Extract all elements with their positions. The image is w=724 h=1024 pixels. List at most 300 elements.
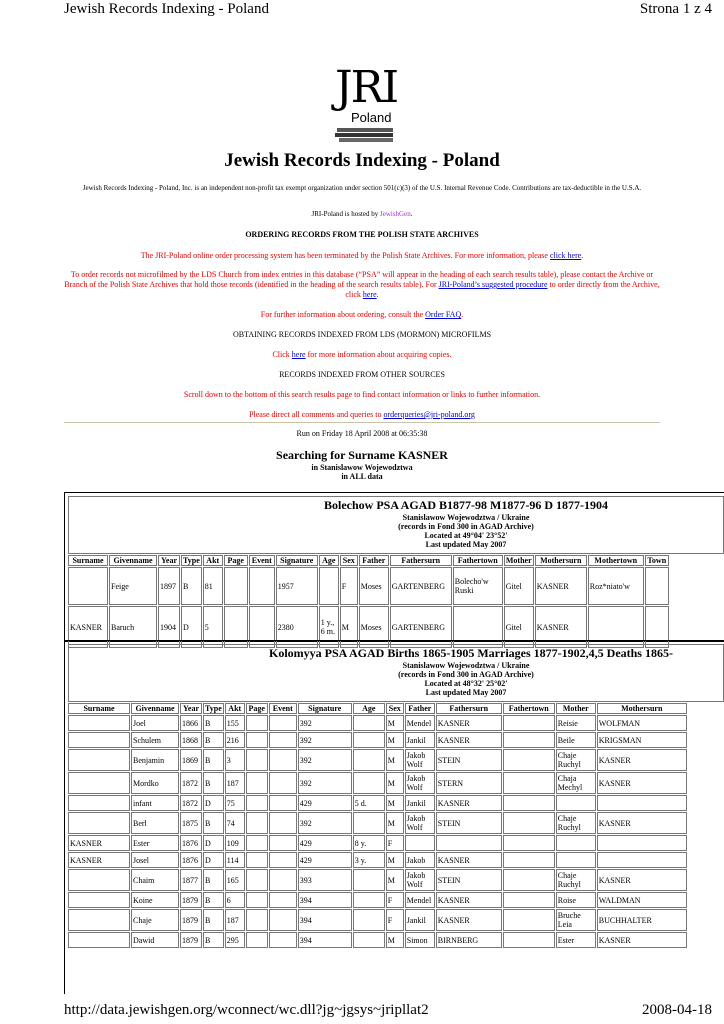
table-cell [68,932,130,948]
table-cell: KASNER [597,772,687,794]
column-header: Sex [340,555,358,566]
table-cell [353,909,385,931]
table-cell: 1957 [276,567,318,605]
table-row [68,932,687,948]
column-header: Signature [276,555,318,566]
table-cell: M [386,795,404,811]
table-cell: M [386,749,404,771]
table-row [68,835,687,851]
ordering-heading: ORDERING RECORDS FROM THE POLISH STATE ARCHIVES [245,230,479,239]
click-here-link[interactable]: click here [549,251,582,260]
table-cell: KASNER [68,835,130,851]
table-cell [353,772,385,794]
table-cell: 3 [225,749,245,771]
table-cell: Chaja Mechyl [556,772,596,794]
table-cell: Jakob Wolf [405,749,435,771]
table-cell: 1866 [180,715,202,731]
table-cell: Roz*niato'w [588,567,644,605]
column-header: Sex [386,703,404,714]
table-cell [556,852,596,868]
table-cell: 1877 [180,869,202,891]
table-cell: B [203,715,224,731]
table-cell: Benjamin [131,749,179,771]
records-table-1 [67,554,670,649]
table-cell: KASNER [436,909,502,931]
table-cell [68,892,130,908]
table-cell: 5 d. [353,795,385,811]
column-header: Event [269,703,297,714]
table-cell [269,732,297,748]
table-cell: KASNER [436,795,502,811]
table-cell: 1872 [180,772,202,794]
table-cell [246,732,268,748]
search-title: Searching for Surname KASNER [276,448,448,462]
table-cell: 394 [298,909,352,931]
table-header-kolomyya [68,644,724,702]
table-cell [503,795,555,811]
table-cell: Jakob Wolf [405,869,435,891]
page-title: Jewish Records Indexing - Poland [224,150,500,171]
table-cell [645,567,669,605]
table-cell: 155 [225,715,245,731]
books-icon [335,126,395,144]
table-cell [503,772,555,794]
here-link[interactable]: here [362,290,377,299]
records-table-2 [67,702,688,949]
print-footer-date: 2008-04-18 [642,1002,712,1018]
table-cell: 2380 [276,606,318,648]
table-cell [597,835,687,851]
table-cell: Koine [131,892,179,908]
table-cell: 1879 [180,892,202,908]
hosted-by-line: JRI-Poland is hosted by JewishGen. [311,210,413,218]
table-cell: Reisie [556,715,596,731]
table-row [68,732,687,748]
table-cell [246,835,268,851]
table-cell: KASNER [597,932,687,948]
table-cell: Chaje Ruchyl [556,749,596,771]
table-cell: M [386,932,404,948]
table-cell: 429 [298,852,352,868]
table-cell [269,772,297,794]
table-cell: 1876 [180,835,202,851]
column-header: Fathertown [503,703,555,714]
table-cell: 109 [225,835,245,851]
table-cell: Jankil [405,795,435,811]
table-cell: 165 [225,869,245,891]
table-cell: Moses [359,567,389,605]
table-cell: Jakob Wolf [405,772,435,794]
table-row [68,892,687,908]
table-cell: Ester [556,932,596,948]
table-header-bolechow [68,496,724,554]
table-cell [269,909,297,931]
table-heading-title: Kolomyya PSA AGAD Births 1865-1905 Marriages 1877-1902,4,5 Deaths 1865- [269,646,673,660]
table-cell: BUCHHALTER [597,909,687,931]
order-faq-link[interactable]: Order FAQ [425,310,462,319]
column-header: Father [359,555,389,566]
table-cell: Jakob [405,852,435,868]
column-header: Father [405,703,435,714]
column-header: Year [180,703,202,714]
table-cell: F [340,567,358,605]
table-cell: M [386,869,404,891]
column-header: Mother [504,555,534,566]
table-cell: Berl [131,812,179,834]
table-cell: 1897 [158,567,180,605]
table-cell [269,835,297,851]
order-faq-line: For further information about ordering, consult the Order FAQ. [260,310,464,319]
table-cell [503,852,555,868]
table-cell: Roise [556,892,596,908]
table-cell: BIRNBERG [436,932,502,948]
table-cell: GARTENBERG [390,567,452,605]
table-cell: 81 [203,567,223,605]
table-cell: Bruche Leia [556,909,596,931]
table-cell: 1 y., 6 m. [319,606,339,648]
lds-here-link[interactable]: here [291,350,306,359]
table-cell: 392 [298,772,352,794]
table-cell [269,812,297,834]
table-cell [353,812,385,834]
table-cell [246,795,268,811]
table-cell: Josel [131,852,179,868]
suggested-procedure-link[interactable]: JRI-Poland’s suggested procedure [438,280,548,289]
column-header: Surname [68,703,130,714]
table-row [68,715,687,731]
table-cell: D [203,835,224,851]
table-cell: Chaje Ruchyl [556,869,596,891]
table-cell [246,812,268,834]
table-cell: 392 [298,715,352,731]
table-cell: KASNER [68,852,130,868]
table-heading-updated: Last updated May 2007 [425,540,507,549]
column-header: Fathersurn [436,703,502,714]
table-cell: KASNER [436,732,502,748]
table-cell: Dawid [131,932,179,948]
column-header: Mothersurn [597,703,687,714]
table-cell: 394 [298,892,352,908]
lds-heading: OBTAINING RECORDS INDEXED FROM LDS (MORMON) MICROFILMS [232,330,492,339]
table-cell: Mendel [405,892,435,908]
column-header: Mothertown [588,555,644,566]
table-cell: M [340,606,358,648]
table-cell [503,869,555,891]
table-cell [597,795,687,811]
table-heading-location: Located at 49°04' 23°52' [424,531,508,540]
table-cell [246,749,268,771]
scroll-down-notice: Scroll down to the bottom of this search results page to find contact information or links to further information. [183,390,541,399]
table-cell: 1904 [158,606,180,648]
table-cell: Chaim [131,869,179,891]
table-heading-region: Stanislawow Wojewodztwa / Ukraine [402,661,530,670]
nonprofit-text: Jewish Records Indexing - Poland, Inc. is an independent non-profit tax exempt organization under section 501(c)(3) of the U.S. Internal Revenue Code. Contributions are tax-deductible in the U.S.A. [82,184,642,192]
table-cell: Baruch [109,606,157,648]
table-cell: M [386,772,404,794]
table-cell: Schulem [131,732,179,748]
column-header: Akt [203,555,223,566]
table-cell: 1869 [180,749,202,771]
print-header [0,0,724,22]
run-timestamp: Run on Friday 18 April 2008 at 06:35:38 [296,429,428,438]
table-cell [224,567,248,605]
table-cell [269,749,297,771]
table-cell: Feige [109,567,157,605]
table-cell [269,795,297,811]
table-cell: Bolecho'w Ruski [453,567,503,605]
table-cell [246,932,268,948]
table-cell [68,567,108,605]
table-cell [68,812,130,834]
search-region: in Stanislawow Wojewodztwa [311,463,413,472]
table-cell: 216 [225,732,245,748]
table-cell: Ester [131,835,179,851]
column-header: Mothersurn [535,555,587,566]
table-cell: B [203,732,224,748]
table-cell: 392 [298,732,352,748]
table-cell: 394 [298,932,352,948]
table-cell: 75 [225,795,245,811]
table-cell: F [386,909,404,931]
table-cell: D [203,795,224,811]
results-table-bolechow [64,492,724,642]
table-row [68,567,669,605]
table-heading-location: Located at 48°32' 25°02' [424,679,508,688]
table-cell: Jakob Wolf [405,812,435,834]
not-microfilmed-notice: To order records not microfilmed by the LDS Church from index entries in this database (“PSA” will appear in the heading of each search results table), please contact the Archive or Branch of the Polish State Archives that hold those records (identified in the heading of the search results table). For JRI-Poland’s suggested procedure to order directly from the Archive, click here. [64,270,660,299]
column-header: Mother [556,703,596,714]
table-cell [68,795,130,811]
page-content [64,22,724,994]
table-cell: M [386,715,404,731]
table-cell: 429 [298,795,352,811]
lds-click-line: Click here for more information about acquiring copies. [272,350,452,359]
column-header: Signature [298,703,352,714]
table-cell: KASNER [436,892,502,908]
table-cell: WALDMAN [597,892,687,908]
table-cell [405,835,435,851]
column-header: Age [353,703,385,714]
other-sources-heading: RECORDS INDEXED FROM OTHER SOURCES [279,370,445,379]
table-cell: F [386,835,404,851]
table-cell [246,909,268,931]
table-cell: 392 [298,749,352,771]
table-cell: 393 [298,869,352,891]
column-header: Age [319,555,339,566]
column-header: Type [183,556,200,565]
logo-poland-text: Poland [351,110,392,125]
print-header-title: Jewish Records Indexing - Poland [64,1,269,17]
table-heading-archive: (records in Fond 300 in AGAD Archive) [398,522,534,531]
column-header: Page [224,555,248,566]
table-row [68,909,687,931]
table-cell: KASNER [597,812,687,834]
table-cell: B [203,772,224,794]
terminated-notice: The JRI-Poland online order processing system has been terminated by the Polish State Archives. For more information, please click here. [140,251,584,260]
table-cell [319,567,339,605]
table-cell [353,892,385,908]
table-cell [269,869,297,891]
table-cell [68,869,130,891]
table-cell [269,932,297,948]
table-cell: D [203,852,224,868]
table-heading-title: Bolechow PSA AGAD B1877-98 M1877-96 D 1877-1904 [324,498,608,512]
results-table-kolomyya [64,640,724,994]
table-cell [353,715,385,731]
table-cell [68,909,130,931]
table-cell [556,795,596,811]
table-cell: KASNER [597,749,687,771]
table-cell [436,835,502,851]
table-cell: Simon [405,932,435,948]
table-cell: WOLFMAN [597,715,687,731]
table-cell: 187 [225,772,245,794]
table-cell [246,869,268,891]
table-heading-region: Stanislawow Wojewodztwa / Ukraine [402,513,530,522]
table-cell: KRIGSMAN [597,732,687,748]
table-cell: 5 [203,606,223,648]
table-cell [353,932,385,948]
table-cell [246,715,268,731]
table-heading-updated: Last updated May 2007 [425,688,507,697]
table-cell [503,749,555,771]
column-header: Givenname [109,555,157,566]
table-cell [249,567,275,605]
table-cell: Beile [556,732,596,748]
table-cell [353,869,385,891]
table-cell [353,732,385,748]
table-cell: 114 [225,852,245,868]
table-cell: Gitel [504,606,534,648]
column-header: Town [645,555,669,566]
table-row [68,852,687,868]
table-cell [68,715,130,731]
table-row [68,869,687,891]
table-cell [246,892,268,908]
table-heading-archive: (records in Fond 300 in AGAD Archive) [398,670,534,679]
order-queries-email-link[interactable]: orderqueries@jri-poland.org [383,410,475,419]
table-cell: Chaje [131,909,179,931]
table-cell: 74 [225,812,245,834]
table-cell: 429 [298,835,352,851]
table-cell: STEIN [436,749,502,771]
table-cell: KASNER [436,852,502,868]
column-header: Surname [68,555,108,566]
table-cell: STEIN [436,869,502,891]
table-cell: F [386,892,404,908]
table-cell [503,892,555,908]
print-footer [0,1000,724,1024]
table-cell: KASNER [436,715,502,731]
table-cell: B [203,812,224,834]
print-header-page: Strona 1 z 4 [639,1,712,17]
table-cell: Chaje Ruchyl [556,812,596,834]
table-row [68,772,687,794]
table-row [68,749,687,771]
table-row [68,795,687,811]
table-cell [503,909,555,931]
column-header: Page [246,703,268,714]
table-cell: 6 [225,892,245,908]
table-cell: STERN [436,772,502,794]
table-row [68,812,687,834]
table-cell: KASNER [535,567,587,605]
table-cell [68,732,130,748]
table-cell: B [203,892,224,908]
table-cell: D [181,606,202,648]
comments-line: Please direct all comments and queries to orderqueries@jri-poland.org [249,410,475,419]
table-cell: M [386,732,404,748]
table-cell: 1875 [180,812,202,834]
column-header: Event [249,555,275,566]
table-cell: 1879 [180,932,202,948]
table-cell: 3 y. [353,852,385,868]
column-header: Year [158,555,180,566]
table-cell: 1876 [180,852,202,868]
column-header: Akt [225,703,245,714]
table-cell [597,852,687,868]
table-cell [269,892,297,908]
jewishgen-link[interactable]: JewishGen [379,210,411,218]
table-cell: B [203,909,224,931]
table-cell: KASNER [535,606,587,648]
table-cell [503,812,555,834]
table-cell [503,932,555,948]
table-cell: M [386,852,404,868]
table-cell: 392 [298,812,352,834]
logo-jri-text: JRI [335,62,398,113]
column-header: Fathersurn [390,555,452,566]
print-footer-url: http://data.jewishgen.org/wconnect/wc.dll?jg~jgsys~jripllat2 [64,1002,429,1018]
table-cell [68,749,130,771]
table-cell: Gitel [504,567,534,605]
table-cell [246,772,268,794]
table-cell: B [181,567,202,605]
column-header: Givenname [131,703,179,714]
table-cell: Mordko [131,772,179,794]
table-cell [503,732,555,748]
table-cell: KASNER [68,606,108,648]
jri-poland-logo [329,62,399,142]
table-cell: 1879 [180,909,202,931]
table-cell: M [386,812,404,834]
table-cell: STEIN [436,812,502,834]
table-cell: 1872 [180,795,202,811]
table-cell: 187 [225,909,245,931]
table-cell: infant [131,795,179,811]
table-cell [269,852,297,868]
table-cell: 295 [225,932,245,948]
table-cell: B [203,749,224,771]
table-cell [556,835,596,851]
table-cell: 1868 [180,732,202,748]
table-cell: GARTENBERG [390,606,452,648]
table-cell: Mendel [405,715,435,731]
table-cell: KASNER [597,869,687,891]
table-cell [269,715,297,731]
column-header: Fathertown [453,555,503,566]
table-cell: 8 y. [353,835,385,851]
table-cell [246,852,268,868]
column-header: Type [205,704,222,713]
table-cell [503,835,555,851]
table-cell [68,772,130,794]
table-cell: B [203,932,224,948]
table-cell: Jankil [405,732,435,748]
table-cell [503,715,555,731]
table-cell [353,749,385,771]
table-cell: Moses [359,606,389,648]
